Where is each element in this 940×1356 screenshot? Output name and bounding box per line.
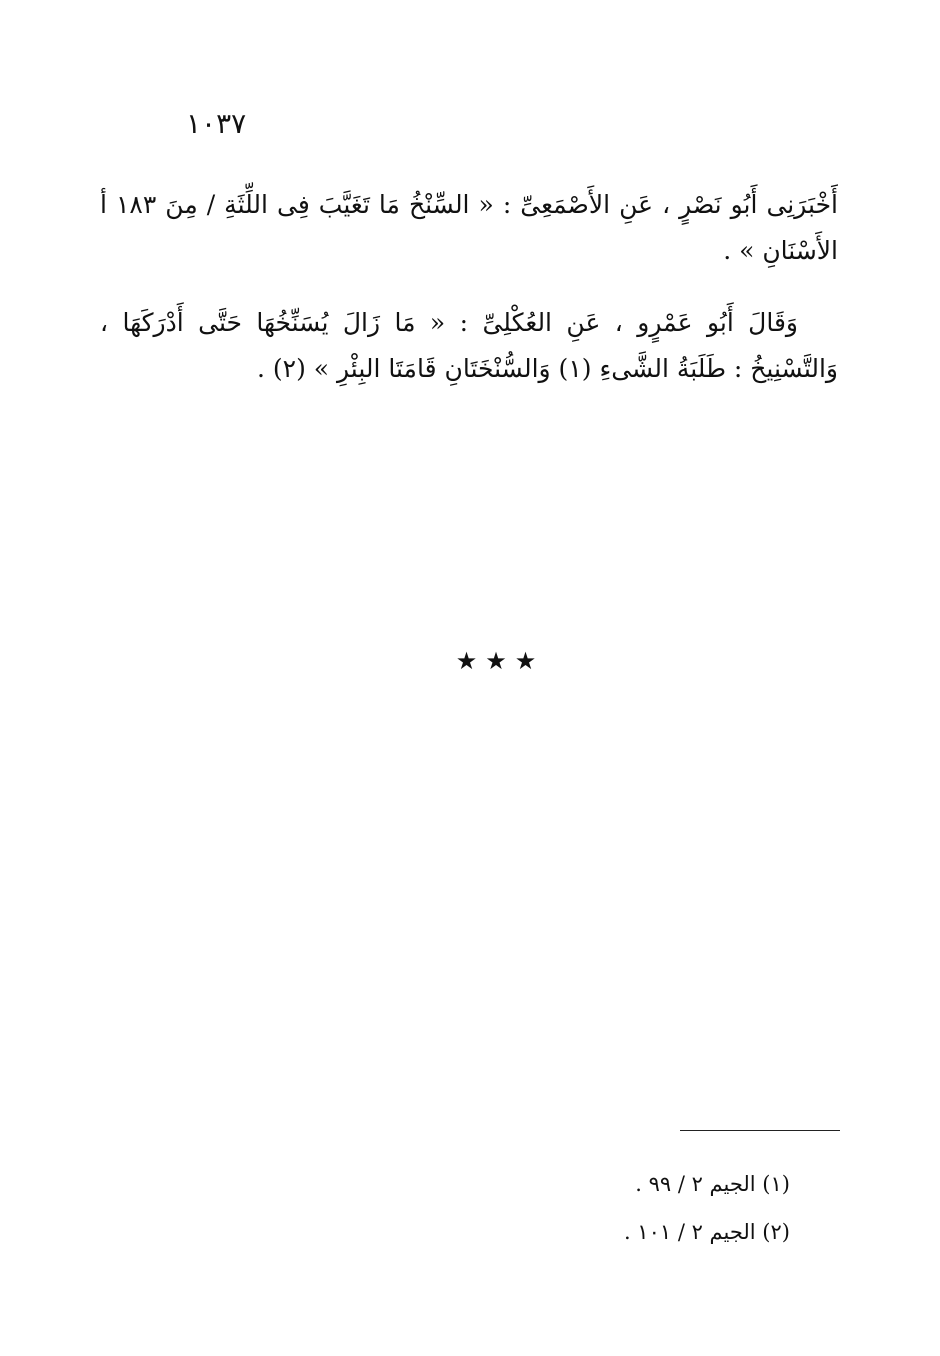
text-line: وَالتَّسْنِيخُ : طَلَبَةُ الشَّىءِ (١) وَالسُّنْخَتَانِ قَامَتَا البِئْرِ » (٢) . bbox=[256, 354, 838, 383]
text-line: أَخْبَرَنِى أَبُو نَصْرٍ ، عَنِ الأَصْمَعِىِّ : « السِّنْخُ مَا تَغَيَّبَ فِى اللِّثَةِ / مِنَ ١٨٣ أ bbox=[100, 190, 838, 219]
footnote-2: (٢) الجيم ٢ / ١٠١ . bbox=[623, 1220, 790, 1244]
text-line: وَقَالَ أَبُو عَمْرٍو ، عَنِ العُكْلِىِّ : « مَا زَالَ يُسَنِّخُهَا حَتَّى أَدْرَكَهَا ، bbox=[100, 308, 798, 337]
footnotes bbox=[560, 1160, 790, 1256]
footnote-1: (١) الجيم ٢ / ٩٩ . bbox=[635, 1172, 790, 1196]
page-number: ١٠٣٧ bbox=[186, 107, 247, 140]
footnote-rule bbox=[680, 1130, 840, 1131]
text-line: الأَسْنَانِ » . bbox=[723, 236, 838, 265]
paragraph-2 bbox=[100, 300, 838, 392]
section-divider-stars: ★★★ bbox=[455, 647, 545, 675]
paragraph-1 bbox=[100, 182, 838, 274]
